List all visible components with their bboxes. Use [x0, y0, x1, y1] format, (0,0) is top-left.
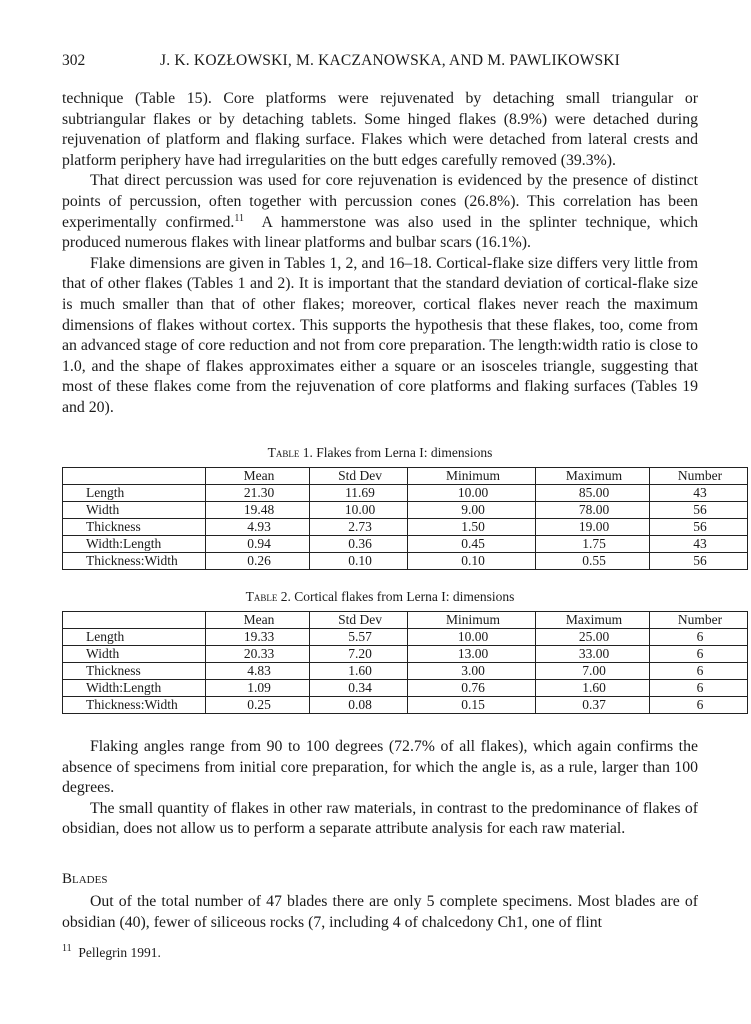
table-header-cell: Mean [206, 612, 310, 629]
table1-caption: Table 1. Flakes from Lerna I: dimensions [267, 445, 493, 460]
paragraph: That direct percussion was used for core rejuvenation is evidenced by the presence of distinct points of percussion, often together with percussion cones (26.8%). This correlation has been experimentally confirmed.$^{11}$ A hammerstone was also used in the splinter technique, which produced numerous flakes with linear platforms and bulbar scars (16.1%). [62, 172, 698, 252]
table2 [62, 611, 748, 714]
table-cell: 10.00 [310, 502, 408, 519]
table-cell: 1.75 [536, 536, 650, 553]
table-header-cell: Std Dev [310, 468, 408, 485]
table-header-cell: Minimum [408, 612, 536, 629]
table-cell: 3.00 [408, 663, 536, 680]
table-cell: 0.55 [536, 553, 650, 570]
table-cell: 0.37 [536, 697, 650, 714]
footnote [62, 945, 161, 961]
paragraph: Flaking angles range from 90 to 100 degrees (72.7% of all flakes), which again confirms the absence of specimens from initial core preparation, for which the angle is, as a rule, larger than 100 degrees. [62, 738, 698, 797]
table-cell: 0.34 [310, 680, 408, 697]
table-cell: 43 [650, 485, 748, 502]
table-cell: 25.00 [536, 629, 650, 646]
row-label: Thickness:Width [63, 697, 206, 714]
table-cell: 0.10 [310, 553, 408, 570]
table-cell: 6 [650, 680, 748, 697]
table-cell: 0.08 [310, 697, 408, 714]
table-header-cell: Number [650, 468, 748, 485]
table-cell: 10.00 [408, 629, 536, 646]
paragraph: technique (Table 15). Core platforms were rejuvenated by detaching small triangular or subtriangular flakes or by detaching tablets. Some hinged flakes (8.9%) were detached during rejuvenation of platform and flaking surface. Flakes which were detached from lateral crests and platform periphery have had irregularities on the butt edges carefully removed (39.3%). [62, 90, 698, 169]
table-header-cell: Maximum [536, 468, 650, 485]
body-text-top [62, 89, 698, 419]
page-number: 302 [62, 52, 86, 69]
table-cell: 56 [650, 502, 748, 519]
table1 [62, 467, 748, 570]
table-row [63, 502, 748, 519]
table-cell: 6 [650, 629, 748, 646]
table-cell: 85.00 [536, 485, 650, 502]
table-header-row [63, 612, 748, 629]
table-row [63, 680, 748, 697]
table-cell: 0.26 [206, 553, 310, 570]
table-row [63, 646, 748, 663]
table-cell: 33.00 [536, 646, 650, 663]
table-cell: 9.00 [408, 502, 536, 519]
body-text-blades [62, 892, 698, 933]
table-row [63, 629, 748, 646]
table-cell: 19.00 [536, 519, 650, 536]
table-cell: 13.00 [408, 646, 536, 663]
section-heading: Blades [62, 871, 108, 887]
footnote-reference: 11 [234, 212, 245, 224]
table-cell: 0.76 [408, 680, 536, 697]
table-cell: 10.00 [408, 485, 536, 502]
table-header-cell: Std Dev [310, 612, 408, 629]
table-cell: 19.33 [206, 629, 310, 646]
table-cell: 56 [650, 553, 748, 570]
table-header-row [63, 468, 748, 485]
row-label: Length [63, 629, 206, 646]
running-head-authors: J. K. KOZŁOWSKI, M. KACZANOWSKA, AND M. PAWLIKOWSKI [160, 52, 621, 69]
table-row [63, 663, 748, 680]
paragraph: The small quantity of flakes in other raw materials, in contrast to the predominance of flakes of obsidian, does not allow us to perform a separate attribute analysis for each raw material. [62, 799, 698, 838]
table-header-cell [63, 468, 206, 485]
table-cell: 1.60 [536, 680, 650, 697]
paragraph: Out of the total number of 47 blades there are only 5 complete specimens. Most blades are of obsidian (40), fewer of siliceous rocks (7, including 4 of chalcedony Ch1, one of flint [62, 893, 698, 931]
table-cell: 0.36 [310, 536, 408, 553]
table-cell: 19.48 [206, 502, 310, 519]
table-cell: 0.10 [408, 553, 536, 570]
table-header-cell: Maximum [536, 612, 650, 629]
table-cell: 7.00 [536, 663, 650, 680]
table-cell: 1.60 [310, 663, 408, 680]
row-label: Width:Length [63, 680, 206, 697]
row-label: Thickness [63, 663, 206, 680]
table-cell: 78.00 [536, 502, 650, 519]
table-cell: 0.45 [408, 536, 536, 553]
table-row [63, 519, 748, 536]
table-cell: 2.73 [310, 519, 408, 536]
table-header-cell: Minimum [408, 468, 536, 485]
table-cell: 21.30 [206, 485, 310, 502]
row-label: Width:Length [63, 536, 206, 553]
footnote-text: Pellegrin 1991. [78, 945, 161, 960]
table-cell: 4.93 [206, 519, 310, 536]
row-label: Thickness [63, 519, 206, 536]
table-cell: 43 [650, 536, 748, 553]
row-label: Length [63, 485, 206, 502]
table-cell: 56 [650, 519, 748, 536]
table-cell: 0.94 [206, 536, 310, 553]
table-cell: 1.50 [408, 519, 536, 536]
table2-caption: Table 2. Cortical flakes from Lerna I: dimensions [245, 589, 515, 604]
table-row [63, 697, 748, 714]
row-label: Width [63, 502, 206, 519]
table-cell: 20.33 [206, 646, 310, 663]
table-cell: 1.09 [206, 680, 310, 697]
table-header-cell: Number [650, 612, 748, 629]
table-cell: 0.25 [206, 697, 310, 714]
paragraph: Flake dimensions are given in Tables 1, 2, and 16–18. Cortical-flake size differs very little from that of other flakes (Tables 1 and 2). It is important that the standard deviation of cortical-flake size is much smaller than that of other flakes; moreover, cortical flakes never reach the maximum dimensions of flakes without cortex. This supports the hypothesis that these flakes, too, come from an advanced stage of core reduction and not from core preparation. The length:width ratio is close to 1.0, and the shape of flakes approximates either a square or an isosceles triangle, suggesting that most of these flakes come from the rejuvenation of core platforms and flaking surfaces (Tables 19 and 20). [62, 254, 698, 416]
table-cell: 11.69 [310, 485, 408, 502]
table-row [63, 485, 748, 502]
table-row [63, 536, 748, 553]
table-header-cell [63, 612, 206, 629]
table-cell: 0.15 [408, 697, 536, 714]
table-header-cell: Mean [206, 468, 310, 485]
table-cell: 5.57 [310, 629, 408, 646]
table-cell: 7.20 [310, 646, 408, 663]
running-header [62, 52, 698, 74]
table-cell: 6 [650, 697, 748, 714]
table-cell: 4.83 [206, 663, 310, 680]
row-label: Width [63, 646, 206, 663]
body-text-bottom [62, 737, 698, 840]
row-label: Thickness:Width [63, 553, 206, 570]
footnote-number: 11 [62, 943, 72, 954]
table-row [63, 553, 748, 570]
table-cell: 6 [650, 663, 748, 680]
table-cell: 6 [650, 646, 748, 663]
